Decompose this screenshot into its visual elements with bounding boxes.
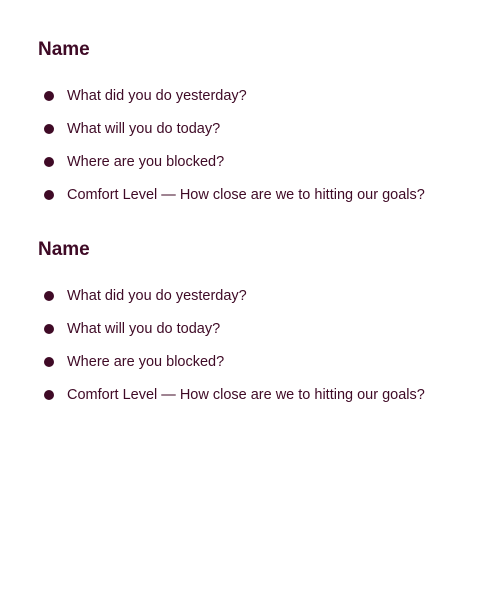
question-text: Where are you blocked? bbox=[67, 353, 225, 370]
bullet-icon bbox=[44, 124, 54, 134]
bullet-icon bbox=[44, 157, 54, 167]
section-heading: Name bbox=[38, 239, 90, 260]
question-list bbox=[38, 279, 468, 411]
bullet-icon bbox=[44, 390, 54, 400]
list-item bbox=[38, 112, 468, 145]
section-heading: Name bbox=[38, 39, 90, 60]
list-item bbox=[38, 79, 468, 112]
list-item bbox=[38, 312, 468, 345]
question-text: What will you do today? bbox=[67, 120, 221, 137]
question-text: What did you do yesterday? bbox=[67, 87, 247, 104]
question-list bbox=[38, 79, 468, 211]
bullet-icon bbox=[44, 324, 54, 334]
list-item bbox=[38, 279, 468, 312]
question-text: Where are you blocked? bbox=[67, 153, 225, 170]
standup-notes bbox=[38, 38, 468, 438]
question-text: What will you do today? bbox=[67, 320, 221, 337]
bullet-icon bbox=[44, 91, 54, 101]
list-item bbox=[38, 345, 468, 378]
standup-section-2 bbox=[38, 238, 468, 411]
standup-section-1 bbox=[38, 38, 468, 211]
question-text: Comfort Level — How close are we to hitting our goals? bbox=[67, 186, 425, 203]
bullet-icon bbox=[44, 357, 54, 367]
list-item bbox=[38, 145, 468, 178]
question-text: What did you do yesterday? bbox=[67, 287, 247, 304]
list-item bbox=[38, 378, 468, 411]
bullet-icon bbox=[44, 291, 54, 301]
question-text: Comfort Level — How close are we to hitting our goals? bbox=[67, 386, 425, 403]
list-item bbox=[38, 178, 468, 211]
bullet-icon bbox=[44, 190, 54, 200]
